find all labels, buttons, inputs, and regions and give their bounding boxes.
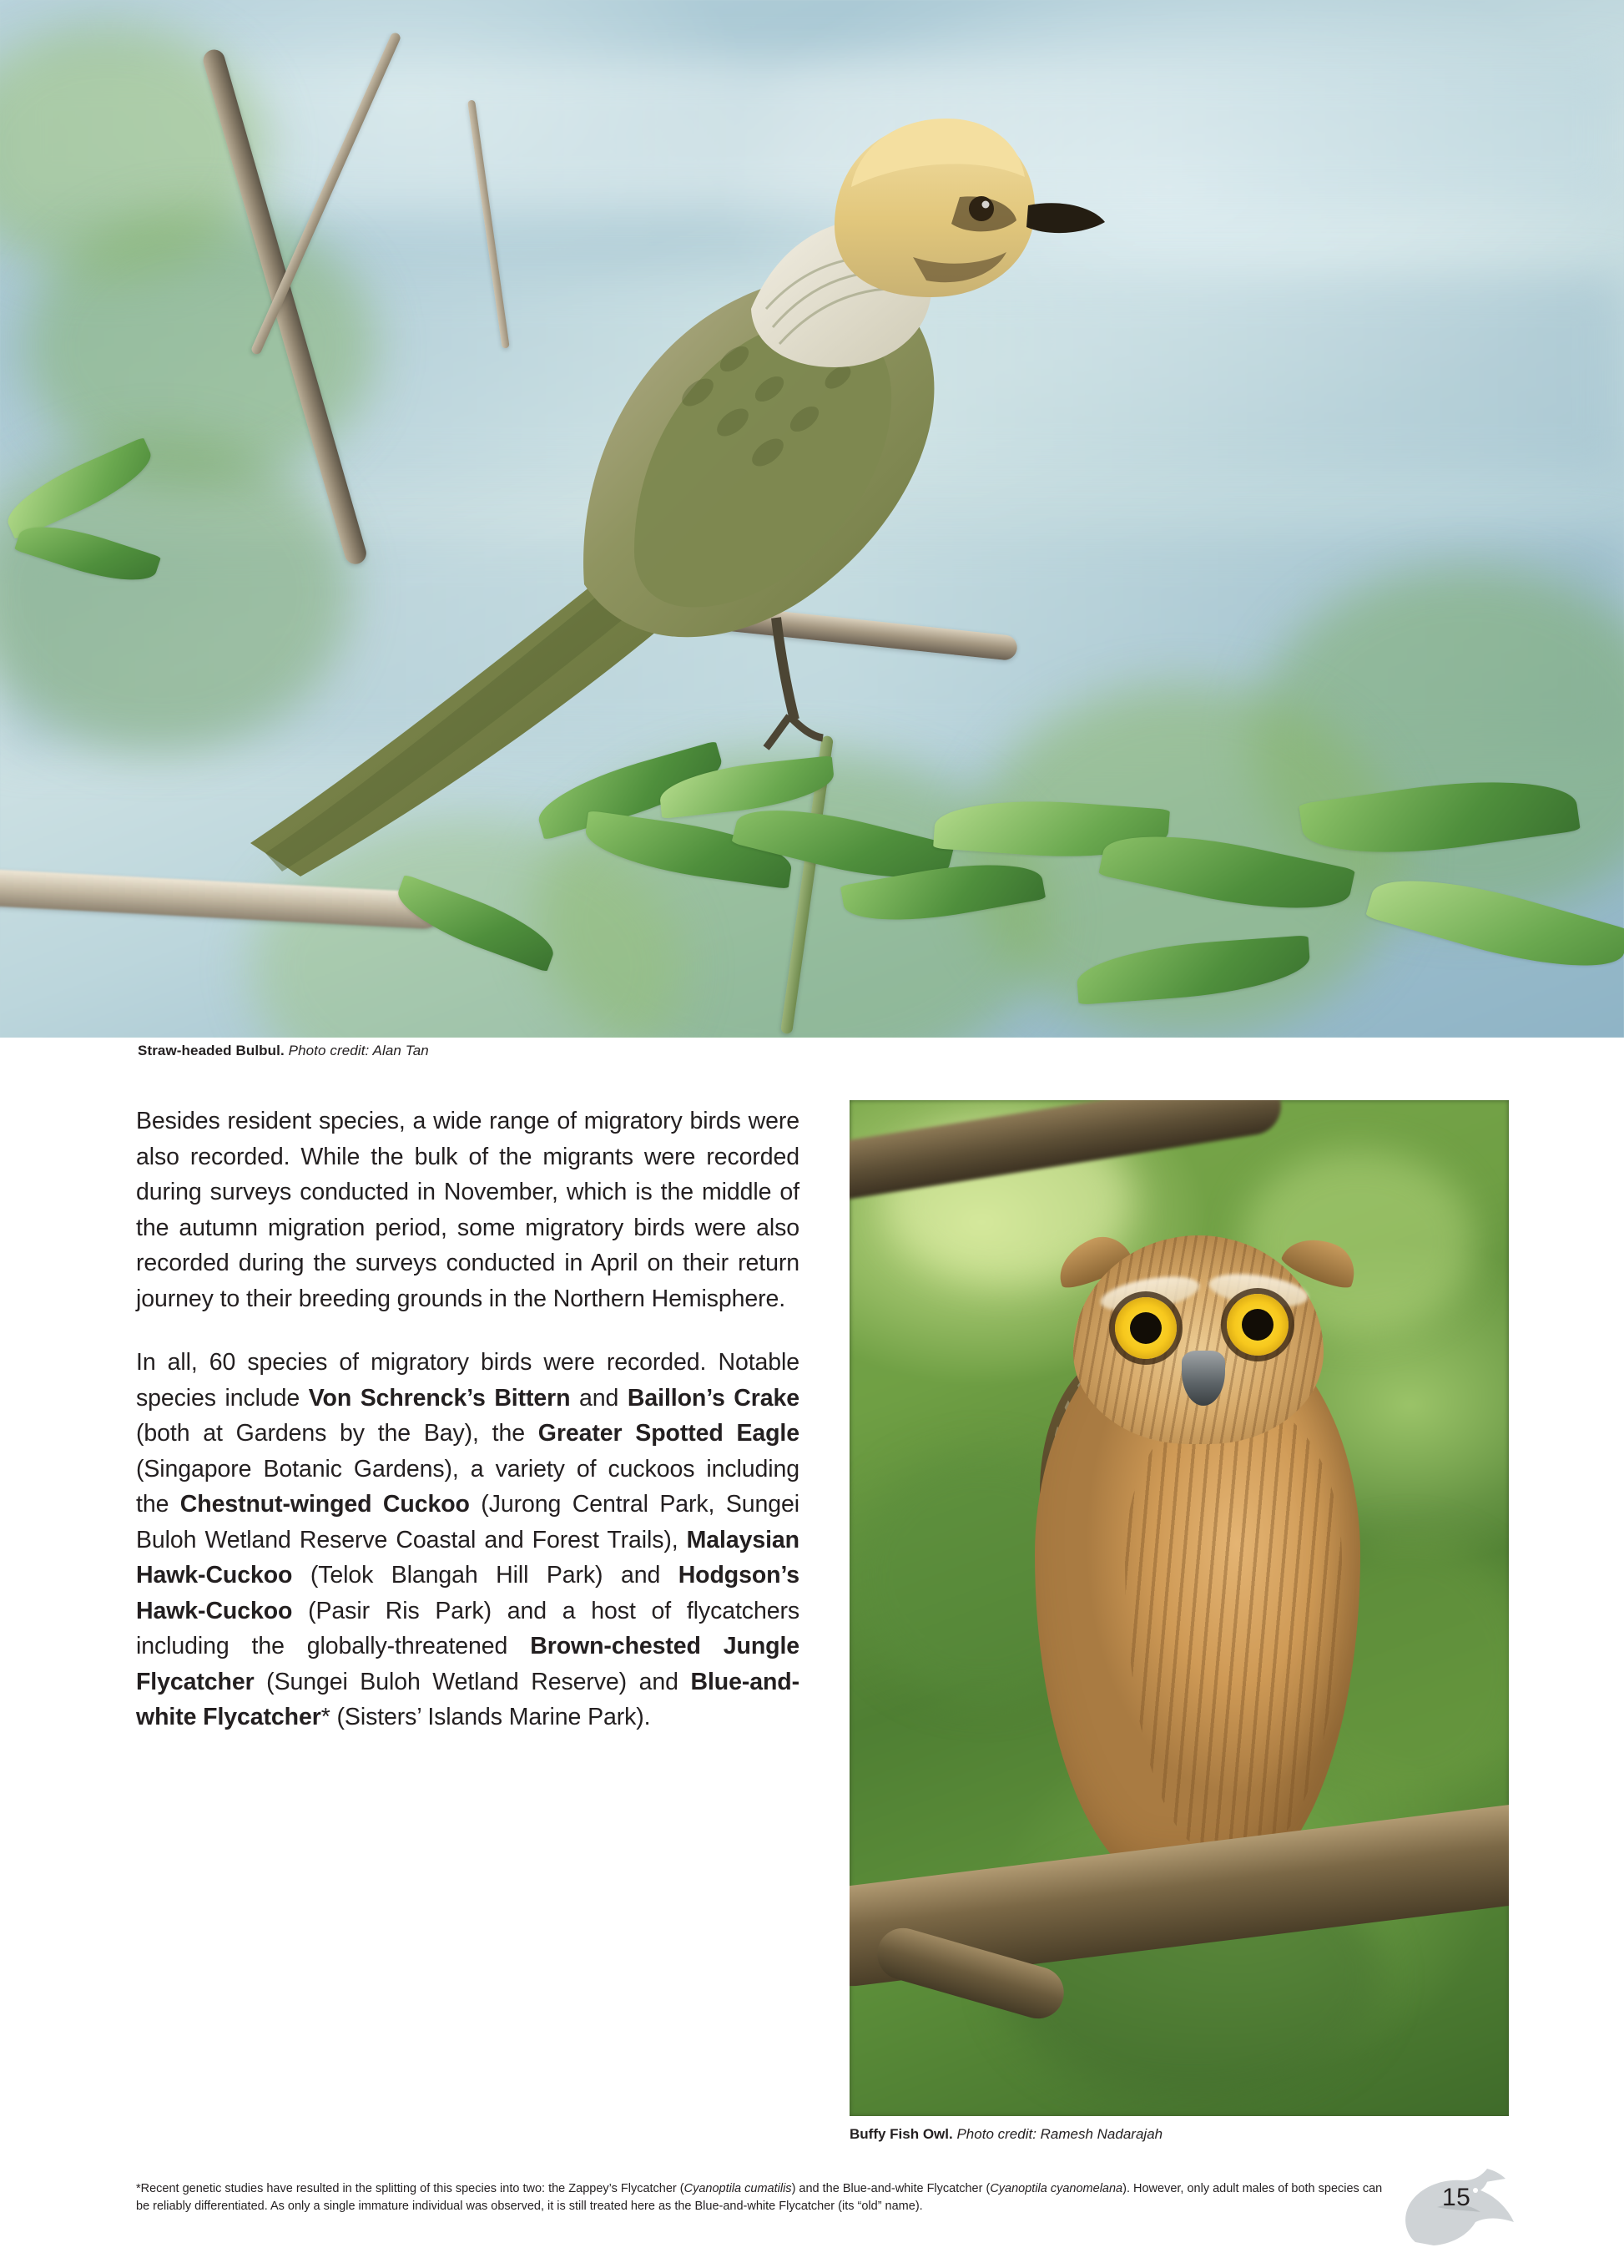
species-name: Blue-and-white Flycatcher <box>136 1668 799 1730</box>
body-text-column <box>136 1104 799 1735</box>
straw-headed-bulbul-photo <box>0 0 1624 1038</box>
species-name: Malaysian Hawk-Cuckoo <box>136 1526 799 1589</box>
owl-pupil <box>1242 1309 1273 1341</box>
species-name: Von Schrenck’s Bittern <box>308 1384 571 1412</box>
hero-caption-credit: Photo credit: Alan Tan <box>288 1043 429 1058</box>
scientific-name: Cyanoptila cumatilis <box>683 2182 792 2195</box>
paragraph-text-run: * (Sisters’ Islands Marine Park). <box>320 1704 651 1730</box>
hero-photo-caption <box>138 1043 429 1059</box>
species-name: Baillon’s Crake <box>627 1384 800 1412</box>
paragraph-text-run: In all, 60 species of migratory birds were recorded. Notable species include <box>136 1349 799 1412</box>
footnote <box>136 2180 1396 2215</box>
species-name: Chestnut-winged Cuckoo <box>179 1491 470 1518</box>
paragraph-migratory-intro: Besides resident species, a wide range of migratory birds were also recorded. While the bulk of the migrants were recorded during surveys conducted in November, which is the middle of the autumn migration period, some migratory birds were also recorded during the surveys conducted in April on their return journey to their breeding grounds in the Northern Hemisphere. <box>136 1108 799 1312</box>
paragraph-text-run: (both at Gardens by the Bay), the <box>136 1420 538 1447</box>
scientific-name: Cyanoptila cyanomelana <box>990 2182 1123 2195</box>
paragraph-text-run: (Pasir Ris Park) and a host of flycatchers including the globally-threatened <box>136 1597 799 1659</box>
owl-caption-credit: Photo credit: Ramesh Nadarajah <box>956 2126 1163 2142</box>
owl-pupil <box>1130 1312 1162 1344</box>
owl-caption-subject: Buffy Fish Owl. <box>850 2126 953 2142</box>
bulbul-bird <box>0 0 1624 1038</box>
hero-caption-subject: Straw-headed Bulbul. <box>138 1043 285 1058</box>
paragraph-text-run: (Telok Blangah Hill Park) and <box>292 1562 678 1589</box>
paragraph-notable-species <box>136 1345 799 1735</box>
footnote-text-run: ). However, only adult males of both species can be reliably differentiated. As only a single immature individual was observed, it is still treated here as the Blue-and-white Flycatcher (its “old” name). <box>136 2182 1383 2213</box>
buffy-fish-owl-photo <box>850 1100 1509 2116</box>
paragraph-text-run: and <box>570 1384 628 1412</box>
footnote-text-run: *Recent genetic studies have resulted in the splitting of this species into two: the Zappey’s Flycatcher ( <box>136 2182 684 2195</box>
species-name: Greater Spotted Eagle <box>537 1420 799 1447</box>
footnote-text-run: ) and the Blue-and-white Flycatcher ( <box>791 2182 991 2195</box>
paragraph-text-run: (Jurong Central Park, Sungei Buloh Wetland Reserve Coastal and Forest Trails), <box>136 1491 799 1553</box>
owl-breast-streaks <box>1125 1401 1342 1851</box>
species-name: Brown-chested Jungle Flycatcher <box>136 1633 800 1695</box>
page-marker <box>1382 2162 1532 2254</box>
paragraph-text-run: (Sungei Buloh Wetland Reserve) and <box>254 1668 691 1695</box>
owl-photo-caption <box>850 2126 1163 2143</box>
page-number: 15 <box>1442 2184 1471 2211</box>
paragraph-text-run: (Singapore Botanic Gardens), a variety of cuckoos including the <box>136 1455 799 1518</box>
species-name: Hodgson’s Hawk-Cuckoo <box>136 1562 799 1624</box>
